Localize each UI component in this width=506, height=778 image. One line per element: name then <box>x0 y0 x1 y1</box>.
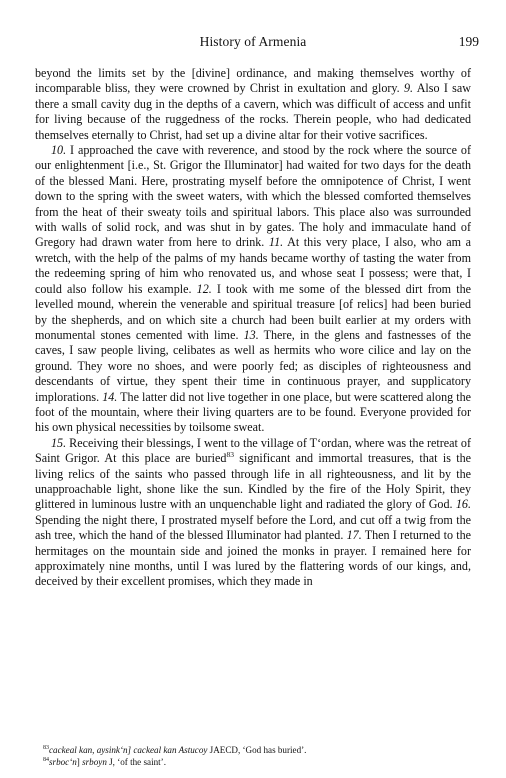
main-text <box>35 66 471 590</box>
footnote-text: J, ‘of the saint’. <box>106 757 166 767</box>
text-run: The latter did not live together in one place, but were scattered along the foot of the mountain, where their living quarters are to be found. Everyone provided for his own physical necessities by toilsome sweat. <box>35 389 471 435</box>
section-number: 17. <box>346 528 362 543</box>
section-number: 14. <box>102 389 118 404</box>
footnote-text: ] <box>76 757 83 767</box>
section-number: 10. <box>51 143 67 158</box>
footnote-italic: srboyn <box>82 757 107 767</box>
paragraph-1 <box>35 66 471 143</box>
text-run: At this very place, I also, who am a wretch, with the help of the palms of my hands became worthy of tasting the water from the redeeming spring of him who renovated us, and whose seat I possess; were that, I could also follow his example. <box>35 235 471 296</box>
section-number: 12. <box>196 281 212 296</box>
footnotes <box>35 744 471 768</box>
text-run: I took with me some of the blessed dirt from the levelled mound, wherein the venerable and spiritual treasure [of relics] had been buried by the shepherds, and on which site a church had been built earlier at my orders with monumental stones cemented with lime. <box>35 281 471 342</box>
text-run: significant and immortal treasures, that is the living relics of the saints who passed through life in all righteousness, and lit by the unapproachable light, shone like the sun. Kindled by the fire of the Holy Spirit, they glittered in luminous lustre with an unquenchable light and radiated the glory of God. <box>35 451 471 512</box>
footnote-84 <box>43 756 471 768</box>
running-title: History of Armenia <box>199 34 307 49</box>
paragraph-3 <box>35 436 471 590</box>
footnote-italic: srboc‘n <box>49 757 77 767</box>
section-number: 16. <box>455 497 471 512</box>
footnote-ref-83[interactable]: 83 <box>226 450 234 460</box>
footnote-mark: 83 <box>43 744 49 751</box>
text-run: Spending the night there, I prostrated myself before the Lord, and cut off a twig from the ash tree, which the hand of the blessed Illuminator had planted. <box>35 512 471 543</box>
paragraph-2 <box>35 143 471 436</box>
text-run: Then I returned to the hermitages on the mountain side and joined the monks in prayer. I remained here for approximately nine months, until I was lured by the flattering words of our kings, and, deceived by their excellent promises, which they made in <box>35 528 472 589</box>
text-run: Also I saw there a small cavity dug in the depths of a cavern, which was difficult of access and unfit for living because of the ruggedness of the rocks. Therein people, who had dedicated themselves eternally to Christ, had set up a divine altar for their votive sacrifices. <box>35 81 471 142</box>
footnote-italic: cackeal kan, aysink‘n] cackeal kan Astucoy <box>49 745 208 755</box>
section-number: 15. <box>51 435 67 450</box>
footnote-mark: 84 <box>43 756 49 763</box>
section-number: 9. <box>403 81 414 96</box>
footnote-83 <box>43 744 471 756</box>
text-run: There, in the glens and fastnesses of the caves, I saw people living, celibates as well as hermits who wore cilice and lay on the ground. They wore no shoes, and were poorly fed; as disciples of righteousness and descendants of virtue, they spent their time in continuous prayer, and supplicatory implorations. <box>35 327 471 404</box>
page-number: 199 <box>458 34 479 49</box>
text-run: Receiving their blessings, I went to the village of T‘ordan, where was the retreat of Saint Grigor. At this place are buried <box>35 435 471 466</box>
text-run: beyond the limits set by the [divine] ordinance, and making themselves worthy of incomparable bliss, they were crowned by Christ in exultation and glory. <box>35 66 471 96</box>
section-number: 13. <box>243 327 259 342</box>
text-run: I approached the cave with reverence, and stood by the rock where the source of our enlightenment [i.e., St. Grigor the Illuminator] had waited for two days for the death of the blessed Mani. Here, prostrating myself before the omnipotence of Christ, I went down to the spring with the sweet waters, with which the blessed comforted themselves from the heat of their sweaty toils and spiritual labors. This place also was surrounded with walls of solid rock, and was shut in by gates. The holy and immaculate hand of Gregory had drawn water from here to drink. <box>35 143 471 250</box>
section-number: 11. <box>268 235 284 250</box>
page-header <box>0 34 506 52</box>
footnote-text: JAECD, ‘God has buried’. <box>207 745 307 755</box>
